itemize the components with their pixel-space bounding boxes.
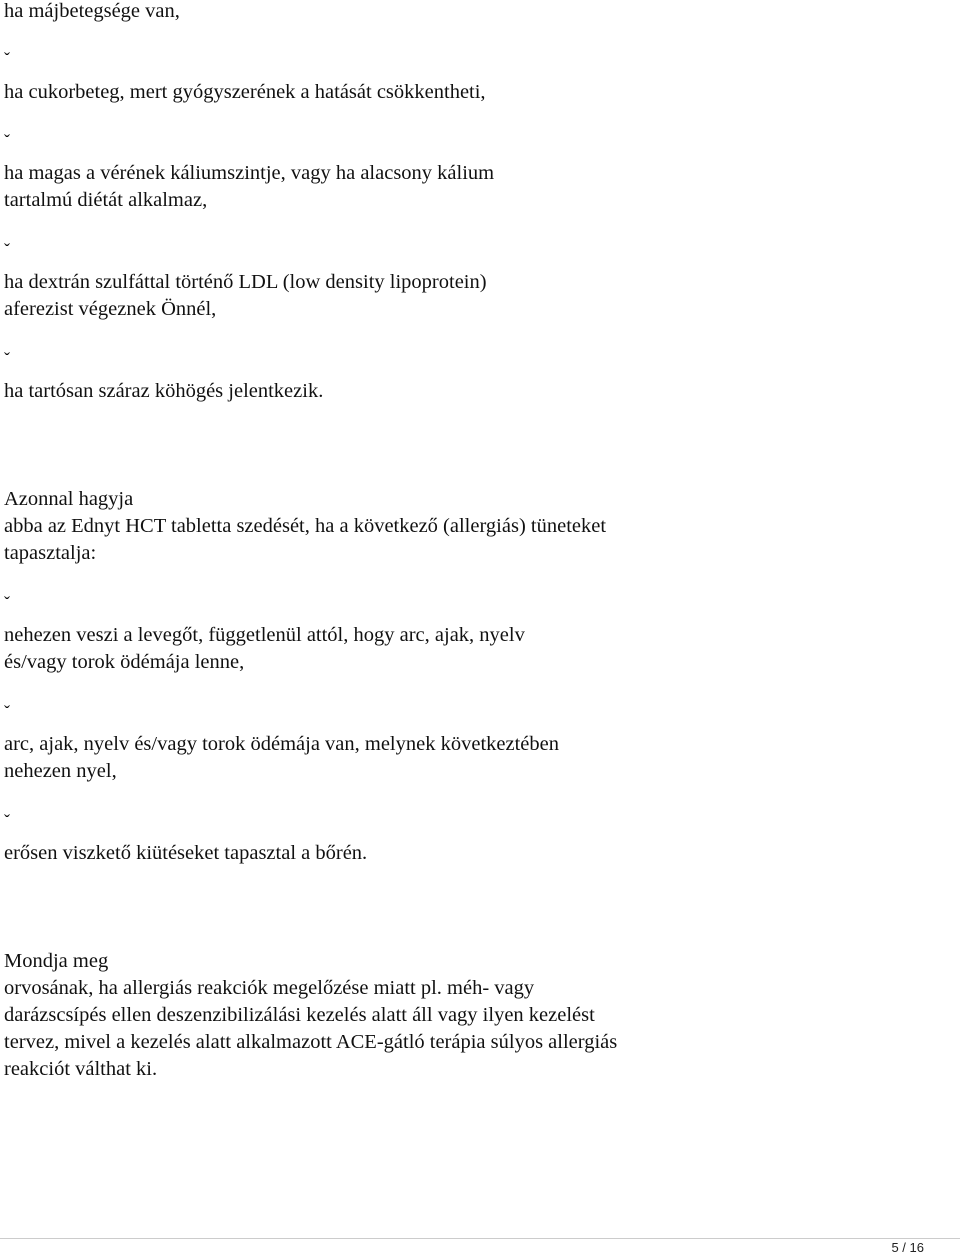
paragraph-text: abba az Ednyt HCT tabletta szedését, ha a következő (allergiás) tüneteket: [4, 515, 607, 537]
list-item-text: tartalmú diétát alkalmaz,: [4, 189, 208, 211]
paragraph-text: orvosának, ha allergiás reakciók megelőzése miatt pl. méh- vagy: [4, 977, 535, 999]
paragraph-text: darázscsípés ellen deszenzibilizálási kezelés alatt áll vagy ilyen kezelést: [4, 1004, 595, 1026]
footer-divider: [0, 1238, 960, 1239]
paragraph-text: tervez, mivel a kezelés alatt alkalmazott ACE-gátló terápia súlyos allergiás: [4, 1031, 618, 1053]
paragraph-text: tapasztalja:: [4, 542, 97, 564]
list-item-text: arc, ajak, nyelv és/vagy torok ödémája van, melynek következtében: [4, 733, 559, 755]
bullet-icon: ˇ: [4, 593, 10, 613]
list-item-text: ha dextrán szulfáttal történő LDL (low density lipoprotein): [4, 271, 487, 293]
bullet-icon: ˇ: [4, 240, 10, 260]
section-heading: Mondja meg: [4, 950, 109, 972]
section-heading: Azonnal hagyja: [4, 488, 134, 510]
bullet-icon: ˇ: [4, 349, 10, 369]
list-item-text: ha májbetegsége van,: [4, 0, 180, 22]
list-item-text: nehezen nyel,: [4, 760, 117, 782]
list-item-text: erősen viszkető kiütéseket tapasztal a bőrén.: [4, 842, 368, 864]
page-number: 5 / 16: [891, 1240, 924, 1255]
paragraph-text: reakciót válthat ki.: [4, 1058, 158, 1080]
bullet-icon: ˇ: [4, 811, 10, 831]
list-item-text: ha tartósan száraz köhögés jelentkezik.: [4, 380, 324, 402]
list-item-text: és/vagy torok ödémája lenne,: [4, 651, 245, 673]
bullet-icon: ˇ: [4, 131, 10, 151]
list-item-text: nehezen veszi a levegőt, függetlenül attól, hogy arc, ajak, nyelv: [4, 624, 525, 646]
list-item-text: aferezist végeznek Önnél,: [4, 298, 217, 320]
list-item-text: ha magas a vérének káliumszintje, vagy ha alacsony kálium: [4, 162, 495, 184]
bullet-icon: ˇ: [4, 702, 10, 722]
list-item-text: ha cukorbeteg, mert gyógyszerének a hatását csökkentheti,: [4, 81, 486, 103]
bullet-icon: ˇ: [4, 49, 10, 69]
